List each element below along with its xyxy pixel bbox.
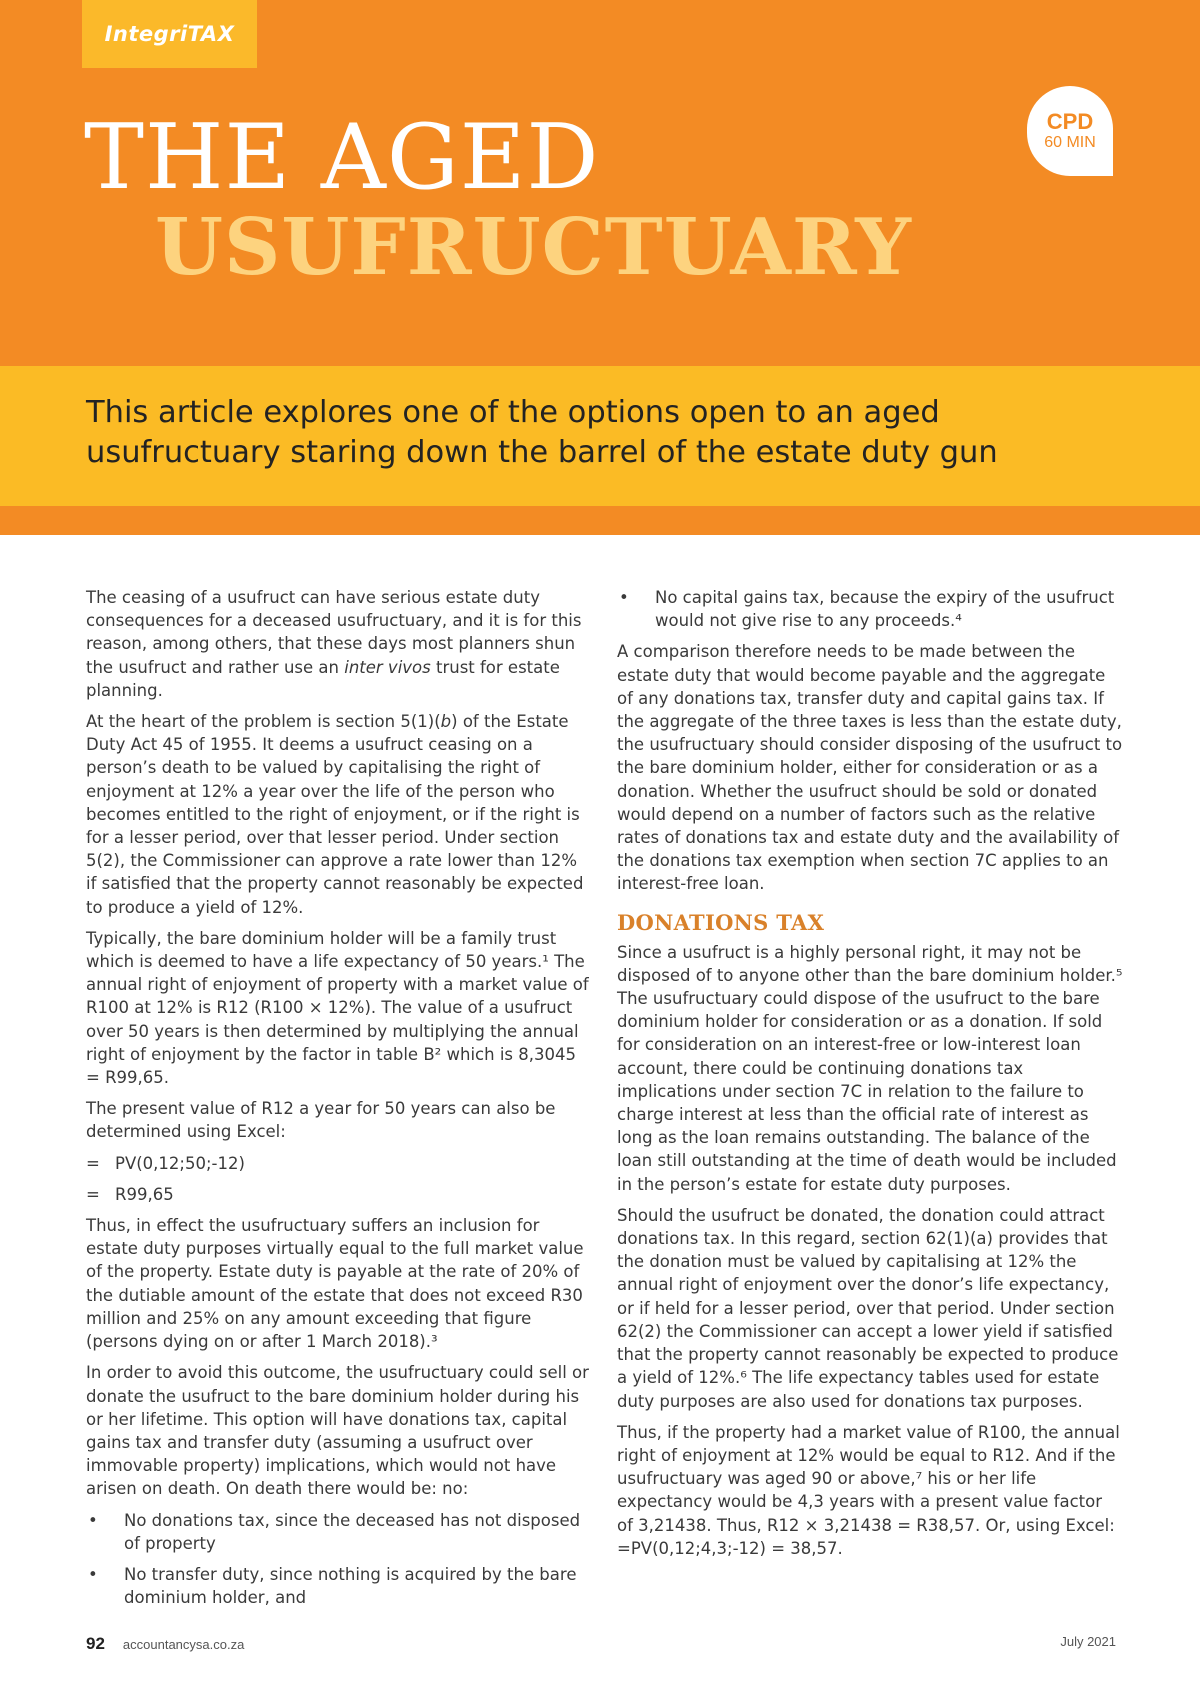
standfirst: This article explores one of the options open to an aged usufructuary staring down the barrel of the estate duty gun xyxy=(86,395,998,470)
banner-bottom-strip xyxy=(0,506,1200,535)
list-item-text: No donations tax, since the deceased has not disposed of property xyxy=(124,1510,581,1553)
formula-result: R99,65 xyxy=(115,1184,174,1204)
formula-line xyxy=(86,1152,592,1175)
bullet-icon: • xyxy=(88,1564,98,1584)
equals-sign: = xyxy=(86,1153,100,1173)
website-link[interactable]: accountancysa.co.za xyxy=(122,1637,245,1652)
cpd-badge-title: CPD xyxy=(1046,109,1094,134)
equals-sign: = xyxy=(86,1184,100,1204)
paragraph: Thus, in effect the usufructuary suffers an inclusion for estate duty purposes virtually equal to the full market value of the property. Estate duty is payable at the rate of 20% of the dutiable amount of the estate that does not exceed R30 million and 25% on any amount exceeding that figure (persons dying on or after 1 March 2018).³ xyxy=(86,1216,584,1352)
footer-left xyxy=(86,1634,244,1654)
cpd-badge xyxy=(1027,86,1113,176)
list-item xyxy=(617,586,1123,632)
brand-logo-text: IntegriTAX xyxy=(104,22,235,46)
bullet-icon: • xyxy=(619,588,629,607)
headline-line-1: THE AGED xyxy=(84,105,600,210)
cpd-badge-duration: 60 MIN xyxy=(1044,134,1096,151)
bullet-list xyxy=(617,586,1123,632)
paragraph: Should the usufruct be donated, the donation could attract donations tax. In this regard, section 62(1)(a) provides that the donation must be valued by capitalising at 12% the annual right of enjoyment over the donor’s life expectancy, or if held for a lesser period, over that period. Under section 62(2) the Commissioner can accept a lower yield if satisfied that the property cannot reasonably be expected to produce a yield of 12%.⁶ The life expectancy tables used for estate duty purposes are also used for donations tax purposes. xyxy=(617,1205,1119,1411)
bullet-list xyxy=(86,1509,592,1610)
footer-right xyxy=(1060,1634,1116,1649)
formula-result-line xyxy=(86,1183,592,1206)
right-column xyxy=(617,586,1123,1568)
list-item-text: No transfer duty, since nothing is acquired by the bare dominium holder, and xyxy=(124,1564,577,1608)
paragraph: Since a usufruct is a highly personal right, it may not be disposed of to anyone other than the bare dominium holder.⁵ The usufructuary could dispose of the usufruct to the bare dominium holder for consideration or as a donation. If sold for consideration on an interest-free or low-interest loan account, there could be continuing donations tax implications under section 7C in relation to the failure to charge interest at less than the official rate of interest as long as the loan remains outstanding. The balance of the loan still outstanding at the time of death would be included in the person’s estate for estate duty purposes. xyxy=(617,942,1123,1194)
paragraph: A comparison therefore needs to be made between the estate duty that would become payable and the aggregate of any donations tax, transfer duty and capital gains tax. If the aggregate of the three taxes is less than the estate duty, the usufructuary should consider disposing of the usufruct to the bare dominium holder, either for consideration or as a donation. Whether the usufruct should be sold or donated would depend on a number of factors such as the relative rates of donations tax and estate duty and the availability of the donations tax exemption when section 7C applies to an interest-free loan. xyxy=(617,642,1123,894)
page-number: 92 xyxy=(86,1634,105,1653)
paragraph: In order to avoid this outcome, the usufructuary could sell or donate the usufruct to the bare dominium holder during his or her lifetime. This option will have donations tax, capital gains tax and transfer duty (assuming a usufruct over immovable property) implications, which would not have arisen on death. On death there would be: no: xyxy=(86,1363,589,1499)
paragraph: At the heart of the problem is section 5(1)(b) of the Estate Duty Act 45 of 1955. It deems a usufruct ceasing on a person’s death to be valued by capitalising the right of enjoyment at 12% a year over the life of the person who becomes entitled to the right of enjoyment, or if the right is for a lesser period, over that lesser period. Under section 5(2), the Commissioner can approve a rate lower than 12% if satisfied that the property cannot reasonably be expected to produce a yield of 12%. xyxy=(86,712,584,917)
section-heading: DONATIONS TAX xyxy=(617,909,825,935)
list-item-text: No capital gains tax, because the expiry of the usufruct would not give rise to any proceeds.⁴ xyxy=(655,588,1115,631)
paragraph: The present value of R12 a year for 50 years can also be determined using Excel: xyxy=(86,1099,556,1142)
brand-logo xyxy=(82,0,257,68)
paragraph: Thus, if the property had a market value of R100, the annual right of enjoyment at 12% would be equal to R12. And if the usufructuary was aged 90 or above,⁷ his or her life expectancy would be 4,3 years with a present value factor of 3,21438. Thus, R12 × 3,21438 = R38,57. Or, using Excel: =PV(0,12;4,3;-12) = 38,57. xyxy=(617,1422,1120,1558)
left-column xyxy=(86,586,592,1617)
paragraph: The ceasing of a usufruct can have serious estate duty consequences for a deceased usufructuary, and it is for this reason, among others, that these days most planners shun the usufruct and rather use an inter vivos trust for estate planning. xyxy=(86,588,582,700)
list-item xyxy=(86,1563,592,1609)
formula-text: PV(0,12;50;-12) xyxy=(115,1153,245,1173)
paragraph: Typically, the bare dominium holder will be a family trust which is deemed to have a life expectancy of 50 years.¹ The annual right of enjoyment of property with a market value of R100 at 12% is R12 (R100 × 12%). The value of a usufruct over 50 years is then determined by multiplying the annual right of enjoyment by the factor in table B² which is 8,3045 = R99,65. xyxy=(86,928,589,1088)
headline-line-2: USUFRUCTUARY xyxy=(155,202,912,293)
bullet-icon: • xyxy=(88,1510,98,1530)
issue-date: July 2021 xyxy=(1060,1634,1116,1649)
list-item xyxy=(86,1509,592,1555)
